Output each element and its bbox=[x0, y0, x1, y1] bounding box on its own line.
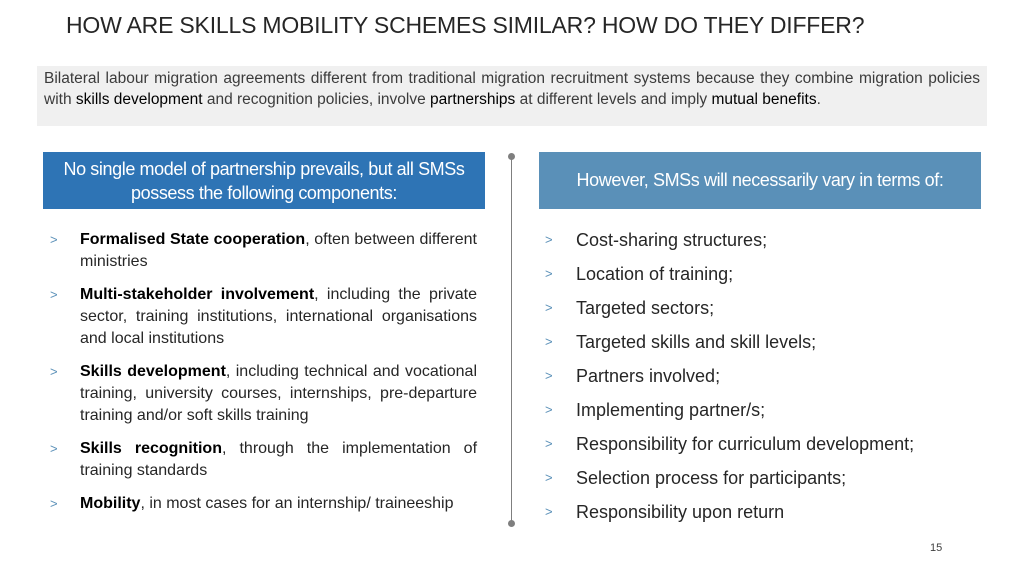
chevron-right-icon: > bbox=[545, 504, 553, 519]
component-title: Multi-stakeholder involvement bbox=[80, 286, 315, 303]
variation-text: Targeted sectors; bbox=[576, 298, 715, 318]
variation-text: Implementing partner/s; bbox=[576, 400, 766, 420]
chevron-right-icon: > bbox=[50, 287, 58, 302]
variation-text: Selection process for participants; bbox=[576, 468, 847, 488]
chevron-right-icon: > bbox=[545, 368, 553, 383]
list-item bbox=[545, 365, 975, 399]
chevron-right-icon: > bbox=[545, 436, 553, 451]
component-description: , including the private sector, training institutions, international organisations and local institutions bbox=[80, 286, 478, 347]
intro-paragraph bbox=[37, 66, 987, 126]
list-item bbox=[545, 297, 975, 331]
component-description: , through the implementation of training standards bbox=[80, 440, 478, 479]
list-item bbox=[50, 438, 477, 482]
divider-dot-bottom bbox=[508, 520, 515, 527]
intro-text-part-3: at different levels and imply bbox=[515, 91, 712, 108]
chevron-right-icon: > bbox=[545, 470, 553, 485]
chevron-right-icon: > bbox=[50, 364, 58, 379]
component-title: Mobility bbox=[80, 495, 141, 512]
intro-text-part-2: and recognition policies, involve bbox=[202, 91, 430, 108]
list-item bbox=[545, 399, 975, 433]
chevron-right-icon: > bbox=[50, 232, 58, 247]
similarities-heading-text: No single model of partnership prevails, but all SMSs possess the following components: bbox=[63, 158, 465, 203]
intro-text-part-4: . bbox=[816, 91, 821, 108]
variation-text: Location of training; bbox=[576, 264, 734, 284]
intro-highlight-mutual-benefits: mutual benefits bbox=[711, 91, 817, 108]
variation-text: Targeted skills and skill levels; bbox=[576, 332, 817, 352]
list-item bbox=[545, 331, 975, 365]
variation-text: Partners involved; bbox=[576, 366, 721, 386]
intro-text-part-1: Bilateral labour migration agreements different from traditional migration recruitment systems because they combine migration policies with bbox=[44, 70, 980, 108]
variations-list bbox=[545, 229, 975, 535]
list-item bbox=[50, 229, 477, 273]
chevron-right-icon: > bbox=[50, 441, 58, 456]
component-description: , in most cases for an internship/ traineeship bbox=[140, 495, 454, 512]
list-item bbox=[50, 284, 477, 350]
column-divider bbox=[511, 157, 512, 524]
differences-heading bbox=[539, 152, 981, 209]
list-item bbox=[50, 493, 477, 515]
chevron-right-icon: > bbox=[545, 300, 553, 315]
component-description: , often between different ministries bbox=[80, 231, 478, 270]
list-item bbox=[545, 501, 975, 535]
similarities-heading bbox=[43, 152, 485, 209]
component-description: , including technical and vocational training, university courses, internships, pre-departure training and/or soft skills training bbox=[80, 363, 478, 424]
list-item bbox=[50, 361, 477, 427]
list-item bbox=[545, 229, 975, 263]
divider-dot-top bbox=[508, 153, 515, 160]
list-item bbox=[545, 263, 975, 297]
chevron-right-icon: > bbox=[50, 496, 58, 511]
intro-highlight-skills-development: skills development bbox=[75, 91, 203, 108]
components-list bbox=[50, 229, 477, 526]
differences-heading-text: However, SMSs will necessarily vary in terms of: bbox=[576, 170, 944, 190]
slide-title: HOW ARE SKILLS MOBILITY SCHEMES SIMILAR? HOW DO THEY DIFFER? bbox=[66, 12, 865, 38]
variation-text: Cost-sharing structures; bbox=[576, 230, 768, 250]
component-title: Skills development bbox=[80, 363, 226, 380]
chevron-right-icon: > bbox=[545, 402, 553, 417]
variation-text: Responsibility for curriculum development; bbox=[576, 434, 915, 454]
chevron-right-icon: > bbox=[545, 232, 553, 247]
list-item bbox=[545, 433, 975, 467]
page-number: 15 bbox=[930, 542, 943, 554]
variation-text: Responsibility upon return bbox=[576, 502, 785, 522]
chevron-right-icon: > bbox=[545, 334, 553, 349]
list-item bbox=[545, 467, 975, 501]
component-title: Formalised State cooperation bbox=[80, 231, 306, 248]
chevron-right-icon: > bbox=[545, 266, 553, 281]
component-title: Skills recognition bbox=[80, 440, 222, 457]
intro-highlight-partnerships: partnerships bbox=[430, 91, 516, 108]
